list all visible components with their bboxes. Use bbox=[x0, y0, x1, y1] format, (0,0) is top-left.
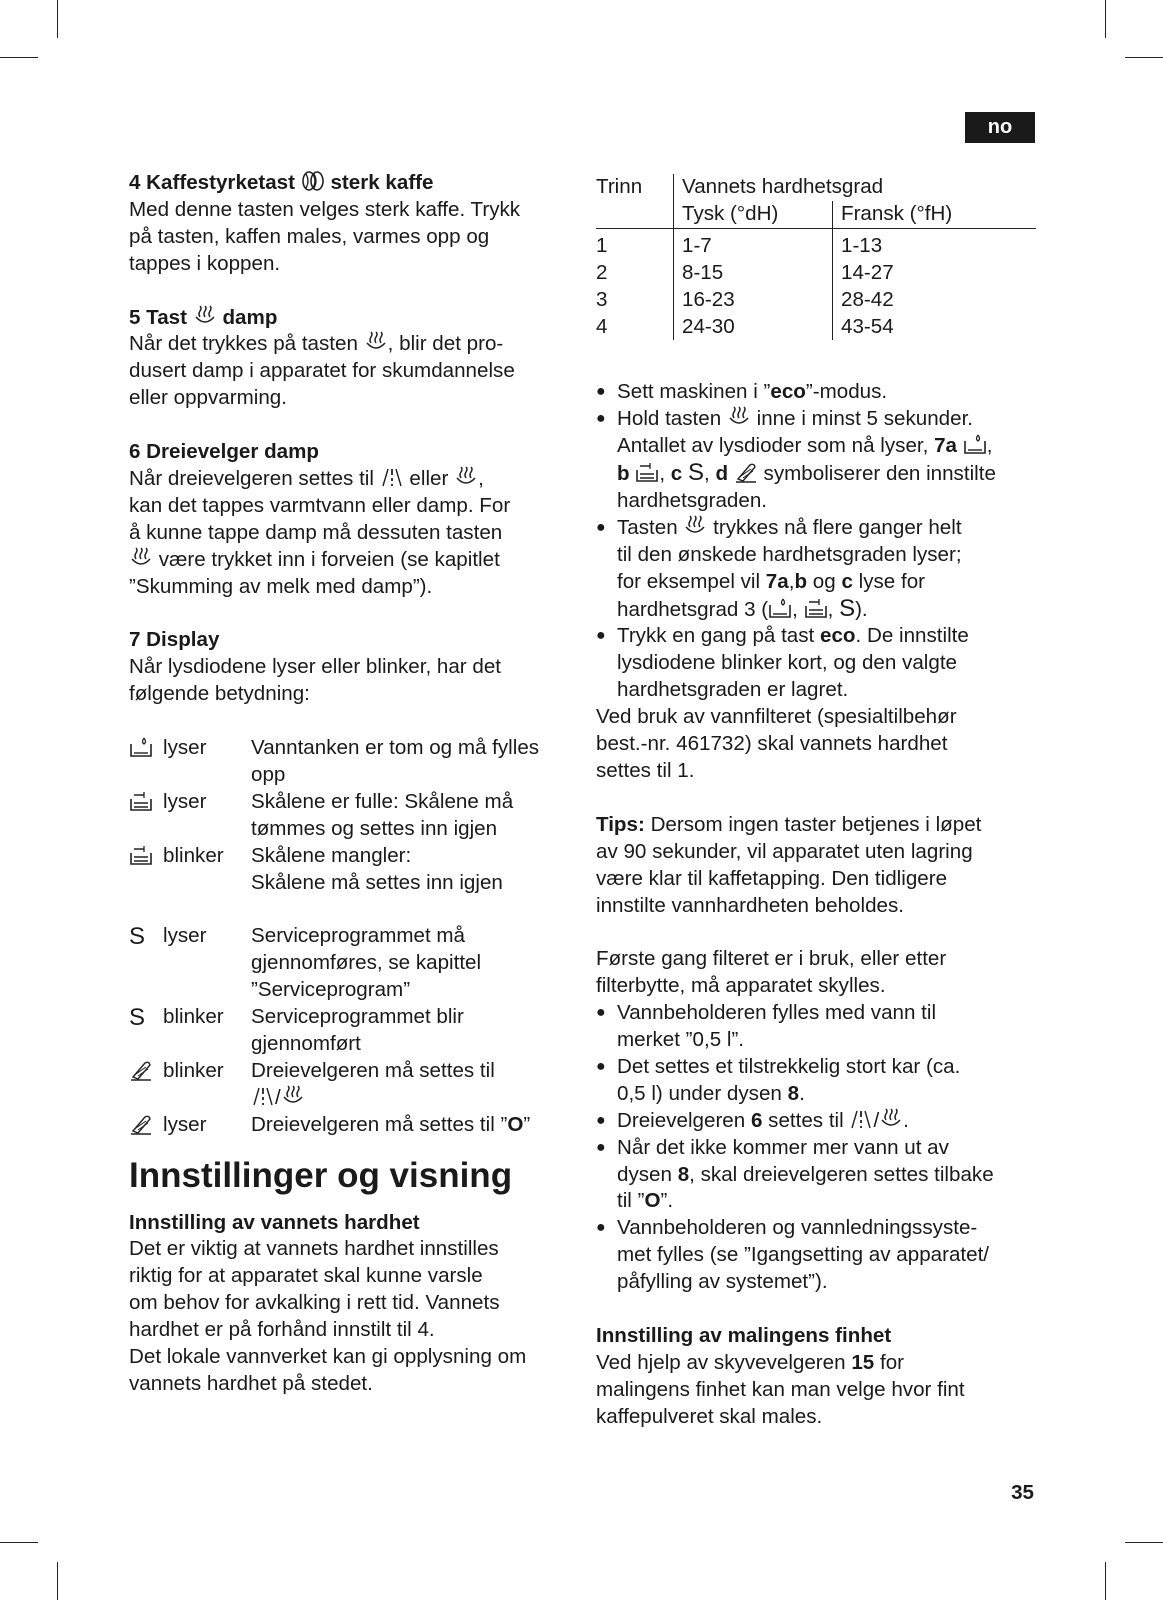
service-s-icon: S bbox=[129, 923, 146, 951]
text-line: riktig for at apparatet skal kunne varsle bbox=[129, 1264, 483, 1288]
rotary-selector-icon bbox=[129, 1113, 153, 1135]
text-line: Ved hjelp av skyvevelgeren 15 for bbox=[596, 1350, 905, 1374]
steam-icon bbox=[364, 331, 388, 353]
list-item: ● Hold tasten inne i minst 5 sekunder. Antallet av lysdioder som nå lyser, 7a , b , c S, d symboliserer den innstilte hardhetsgraden. bbox=[596, 406, 1036, 515]
display-row bbox=[129, 789, 579, 843]
crop-mark bbox=[57, 1562, 58, 1600]
text-line: innstilte vannhardheten beholdes. bbox=[596, 893, 904, 917]
table-row: 1 1-7 1-13 bbox=[596, 228, 1036, 259]
drip-tray-icon bbox=[129, 844, 153, 866]
steam-icon bbox=[193, 305, 217, 327]
display-text: Skålene mangler: bbox=[251, 843, 412, 867]
display-state: blinker bbox=[163, 1005, 224, 1029]
text-line: ”Skumming av melk med damp”). bbox=[129, 574, 433, 598]
text-line: kan det tappes varmtvann eller damp. For bbox=[129, 493, 511, 517]
page-number: 35 bbox=[1011, 1481, 1034, 1504]
hot-water-icon bbox=[849, 1108, 873, 1130]
section-heading: Innstillinger og visning bbox=[129, 1155, 513, 1195]
text-line: Ved bruk av vannfilteret (spesialtilbehør bbox=[596, 705, 957, 729]
coffee-beans-icon bbox=[301, 170, 325, 192]
table-row: 3 16-23 28-42 bbox=[596, 287, 1036, 314]
steam-icon bbox=[727, 406, 751, 428]
text-line: vannets hardhet på stedet. bbox=[129, 1371, 373, 1395]
crop-mark bbox=[1105, 1562, 1106, 1600]
steam-icon bbox=[281, 1085, 305, 1107]
text-line: Når dreievelgeren settes til eller , bbox=[129, 466, 484, 490]
text-line: dusert damp i apparatet for skumdannelse bbox=[129, 359, 515, 383]
display-row bbox=[129, 1004, 579, 1058]
subsection-title: Innstilling av malingens finhet bbox=[596, 1324, 892, 1347]
list-item: ● Tasten trykkes nå flere ganger helt til den ønskede hardhetsgraden lyser; for eksempel vil 7a,b og c lyse for hardhetsgrad 3 ( , , S). bbox=[596, 515, 1036, 624]
steam-icon bbox=[454, 466, 478, 488]
display-state: lyser bbox=[163, 735, 207, 759]
display-text: Dreievelgeren må settes til ”O” bbox=[251, 1112, 531, 1136]
display-state: lyser bbox=[163, 924, 207, 948]
service-s-icon: S bbox=[839, 594, 856, 622]
display-text: gjennomført bbox=[251, 1031, 361, 1055]
crop-mark bbox=[1105, 0, 1106, 38]
crop-mark bbox=[1125, 1542, 1163, 1543]
display-state: blinker bbox=[163, 843, 224, 867]
steam-icon bbox=[879, 1108, 903, 1130]
steam-icon bbox=[683, 515, 707, 537]
steam-icon bbox=[129, 547, 153, 569]
subsection-title: Innstilling av vannets hardhet bbox=[129, 1210, 420, 1234]
text-line: Første gang filteret er i bruk, eller etter bbox=[596, 947, 947, 971]
text-line: filterbytte, må apparatet skylles. bbox=[596, 974, 886, 998]
rotary-selector-icon bbox=[734, 461, 758, 483]
section-4-title: 4 Kaffestyrketast sterk kaffe bbox=[129, 171, 434, 194]
text-line: hardhet er på forhånd innstilt til 4. bbox=[129, 1318, 435, 1342]
text-line: kaffepulveret skal males. bbox=[596, 1404, 823, 1428]
display-text: / bbox=[251, 1085, 579, 1112]
table-header: Trinn bbox=[596, 174, 674, 201]
list-item: ● Det settes et tilstrekkelig stort kar (ca. 0,5 l) under dysen 8. bbox=[596, 1054, 1036, 1108]
service-s-icon: S bbox=[688, 459, 705, 487]
text-line: Det lokale vannverket kan gi opplysning om bbox=[129, 1345, 527, 1369]
list-item: ● Vannbeholderen og vannledningssyste- met fylles (se ”Igangsetting av apparatet/ påfylling av systemet”). bbox=[596, 1215, 1036, 1296]
list-item: ● Sett maskinen i ”eco”-modus. bbox=[596, 379, 1036, 406]
water-tank-icon bbox=[963, 433, 987, 455]
text-line: settes til 1. bbox=[596, 759, 695, 783]
text-line: på tasten, kaffen males, varmes opp og bbox=[129, 224, 490, 248]
table-header: Tysk (°dH) bbox=[674, 201, 833, 228]
display-text: ”Serviceprogram” bbox=[251, 978, 411, 1002]
display-text: gjennomføres, se kapittel bbox=[251, 951, 482, 975]
text-line: Med denne tasten velges sterk kaffe. Trykk bbox=[129, 197, 521, 221]
water-tank-icon bbox=[129, 736, 153, 758]
water-tank-icon bbox=[768, 597, 792, 619]
section-6-title: 6 Dreievelger damp bbox=[129, 440, 320, 464]
list-item: ● Når det ikke kommer mer vann ut av dysen 8, skal dreievelgeren settes tilbake til ”O”. bbox=[596, 1135, 1036, 1216]
display-text: Dreievelgeren må settes til bbox=[251, 1058, 495, 1082]
text-line: være trykket inn i forveien (se kapitlet bbox=[129, 547, 579, 574]
text-line: om behov for avkalking i rett tid. Vannets bbox=[129, 1291, 500, 1315]
display-text: Skålene er fulle: Skålene må bbox=[251, 789, 514, 813]
table-header: Vannets hardhetsgrad bbox=[682, 175, 884, 198]
drip-tray-icon bbox=[635, 461, 659, 483]
table-row: 2 8-15 14-27 bbox=[596, 260, 1036, 287]
text-line: Når det trykkes på tasten , blir det pro- bbox=[129, 332, 504, 356]
text-line: Når lysdiodene lyser eller blinker, har det bbox=[129, 655, 502, 679]
right-column bbox=[596, 174, 1036, 1431]
text-line: følgende betydning: bbox=[129, 682, 310, 706]
hardness-table bbox=[596, 174, 1036, 340]
display-text: Skålene må settes inn igjen bbox=[251, 870, 503, 894]
text-line: være klar til kaffetapping. Den tidligere bbox=[596, 866, 948, 890]
display-text: Vanntanken er tom og må fylles bbox=[251, 735, 540, 759]
language-tab: no bbox=[965, 112, 1035, 143]
display-row bbox=[129, 1112, 579, 1140]
text-line: eller oppvarming. bbox=[129, 386, 287, 410]
table-header: Fransk (°fH) bbox=[833, 201, 1037, 228]
text-line: best.-nr. 461732) skal vannets hardhet bbox=[596, 732, 948, 756]
section-7-title: 7 Display bbox=[129, 628, 220, 652]
display-row bbox=[129, 923, 579, 1004]
drip-tray-icon bbox=[129, 790, 153, 812]
service-s-icon: S bbox=[129, 1004, 146, 1032]
hot-water-icon bbox=[380, 466, 404, 488]
display-text: Serviceprogrammet må bbox=[251, 924, 466, 948]
rotary-selector-icon bbox=[129, 1059, 153, 1081]
crop-mark bbox=[1125, 57, 1163, 58]
text-line: Det er viktig at vannets hardhet innstilles bbox=[129, 1237, 499, 1261]
display-state: blinker bbox=[163, 1058, 224, 1082]
display-text: Serviceprogrammet blir bbox=[251, 1005, 464, 1029]
left-column bbox=[129, 170, 579, 1398]
text-line: å kunne tappe damp må dessuten tasten bbox=[129, 520, 503, 544]
display-row bbox=[129, 1058, 579, 1112]
display-state: lyser bbox=[163, 1112, 207, 1136]
display-row bbox=[129, 843, 579, 897]
crop-mark bbox=[0, 57, 38, 58]
text-line: tappes i koppen. bbox=[129, 251, 281, 275]
table-row: 4 24-30 43-54 bbox=[596, 314, 1036, 341]
display-text: opp bbox=[251, 762, 286, 786]
tips-line: Tips: Dersom ingen taster betjenes i løpet bbox=[596, 812, 982, 836]
list-item: ● Dreievelgeren 6 settes til / . bbox=[596, 1108, 1036, 1135]
display-text: tømmes og settes inn igjen bbox=[251, 816, 498, 840]
text-line: av 90 sekunder, vil apparatet uten lagring bbox=[596, 839, 973, 863]
text-line: malingens finhet kan man velge hvor fint bbox=[596, 1377, 965, 1401]
section-5-title: 5 Tast damp bbox=[129, 305, 278, 329]
list-item: ● Trykk en gang på tast eco. De innstilte lysdiodene blinker kort, og den valgte hardhetsgraden er lagret. bbox=[596, 623, 1036, 704]
list-item: ● Vannbeholderen fylles med vann til merket ”0,5 l”. bbox=[596, 1000, 1036, 1054]
hot-water-icon bbox=[251, 1085, 275, 1107]
crop-mark bbox=[57, 0, 58, 38]
display-row bbox=[129, 735, 579, 789]
crop-mark bbox=[0, 1542, 38, 1543]
drip-tray-icon bbox=[804, 597, 828, 619]
display-state: lyser bbox=[163, 789, 207, 813]
